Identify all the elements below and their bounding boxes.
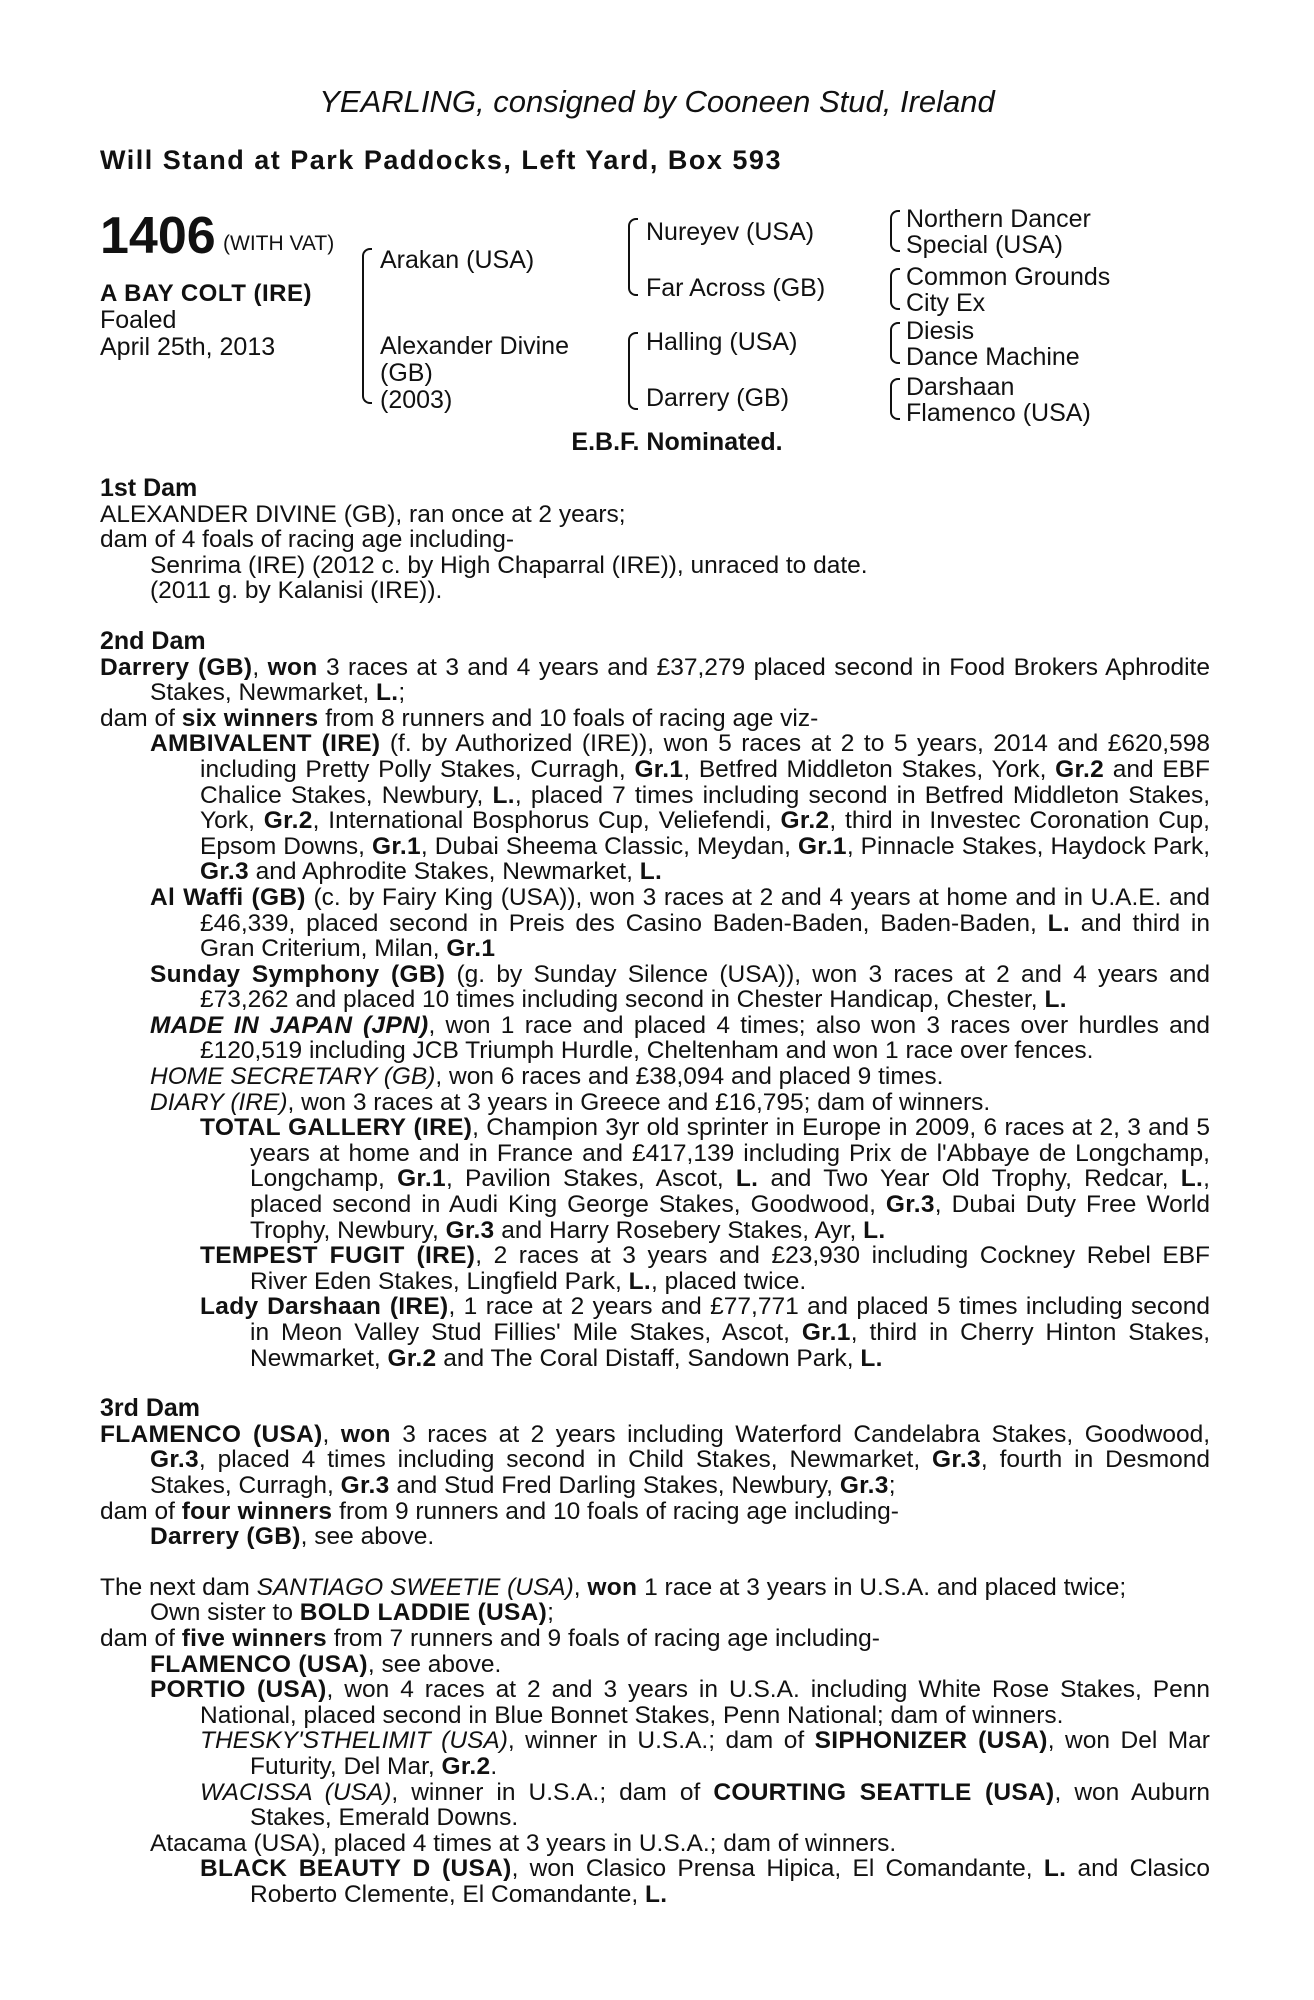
pedigree-gen3-7: Darshaan — [906, 373, 1015, 401]
foaled-date: April 25th, 2013 — [100, 333, 276, 361]
pedigree-brace — [628, 218, 638, 296]
pedigree-gen3-1: Northern Dancer — [906, 205, 1091, 233]
second-dam-produce: dam of six winners from 8 runners and 10 foals of racing age viz- — [100, 704, 819, 732]
progeny-entry: Darrery (GB), see above. — [150, 1523, 435, 1551]
progeny-entry: Sunday Symphony (GB) (g. by Sunday Silence (USA)), won 3 races at 2 and 4 years and £73,262 and placed 10 times including second in Chester Handicap, Chester, L. — [150, 960, 1210, 1014]
first-dam-foal: (2011 g. by Kalanisi (IRE)). — [150, 577, 443, 605]
pedigree-brace — [890, 210, 900, 252]
pedigree-brace — [890, 322, 900, 364]
third-dam-record: FLAMENCO (USA), won 3 races at 2 years including Waterford Candelabra Stakes, Goodwood, Gr.3, placed 4 times including second in Child Stakes, Newmarket, Gr.3, fourth in Desmond Stakes, Curragh, Gr.3 and Stud Fred Darling Stakes, Newbury, Gr.3; — [100, 1420, 1211, 1499]
progeny-entry: TOTAL GALLERY (IRE), Champion 3yr old sprinter in Europe in 2009, 6 races at 2, 3 and 5 years at home and in France and £417,139 including Prix de l'Abbaye de Longchamp, Longchamp, Gr.1, Pavilion Stakes, Ascot, L. and Two Year Old Trophy, Redcar, L., placed second in Audi King George Stakes, Goodwood, Gr.3, Dubai Duty Free World Trophy, Newbury, Gr.3 and Harry Rosebery Stakes, Ayr, L. — [200, 1114, 1210, 1244]
progeny-entry: FLAMENCO (USA), see above. — [150, 1650, 502, 1678]
progeny-entry: Lady Darshaan (IRE), 1 race at 2 years and £77,771 and placed 5 times including second in Meon Valley Stud Fillies' Mile Stakes, Ascot, Gr.1, third in Cherry Hinton Stakes, Newmarket, Gr.2 and The Coral Distaff, Sandown Park, L. — [200, 1293, 1210, 1372]
pedigree-gen3-8: Flamenco (USA) — [906, 399, 1091, 427]
pedigree-gen3-3: Common Grounds — [906, 263, 1111, 291]
progeny-entry: DIARY (IRE), won 3 races at 3 years in Greece and £16,795; dam of winners. — [150, 1088, 991, 1116]
third-dam-produce: dam of four winners from 9 runners and 10 foals of racing age including- — [100, 1497, 899, 1525]
lot-number: 1406 — [100, 207, 216, 265]
progeny-entry: BLACK BEAUTY D (USA), won Clasico Prensa Hipica, El Comandante, L. and Clasico Roberto Clemente, El Comandante, L. — [200, 1855, 1210, 1908]
foaled-label: Foaled — [100, 306, 177, 334]
pedigree-brace — [890, 378, 900, 420]
pedigree-gen3-6: Dance Machine — [906, 343, 1080, 371]
next-dam-record: The next dam SANTIAGO SWEETIE (USA), won 1 race at 3 years in U.S.A. and placed twice; — [100, 1573, 1127, 1601]
pedigree-gen3-5: Diesis — [906, 317, 975, 345]
progeny-entry: AMBIVALENT (IRE) (f. by Authorized (IRE)), won 5 races at 2 to 5 years, 2014 and £620,598 including Pretty Polly Stakes, Curragh, Gr.1, Betfred Middleton Stakes, York, Gr.2 and EBF Chalice Stakes, Newbury, L., placed 7 times including second in Betfred Middleton Stakes, York, Gr.2, International Bosphorus Cup, Veliefendi, Gr.2, third in Investec Coronation Cup, Epsom Downs, Gr.1, Dubai Sheema Classic, Meydan, Gr.1, Pinnacle Stakes, Haydock Park, Gr.3 and Aphrodite Stakes, Newmarket, L. — [150, 730, 1211, 886]
page-title: YEARLING, consigned by Cooneen Stud, Ireland — [319, 84, 995, 119]
pedigree-dam-sire: Halling (USA) — [646, 328, 798, 356]
progeny-entry: PORTIO (USA), won 4 races at 2 and 3 years in U.S.A. including White Rose Stakes, Penn National, placed second in Blue Bonnet Stakes, Penn National; dam of winners. — [150, 1676, 1210, 1729]
pedigree-dam-country: (GB) — [380, 359, 433, 387]
progeny-entry: WACISSA (USA), winner in U.S.A.; dam of COURTING SEATTLE (USA), won Auburn Stakes, Emerald Downs. — [200, 1778, 1210, 1832]
next-dam-sister: Own sister to BOLD LADDIE (USA); — [150, 1599, 554, 1627]
second-dam-record: Darrery (GB), won 3 races at 3 and 4 years and £37,279 placed second in Food Brokers Aphrodite Stakes, Newmarket, L.; — [100, 653, 1210, 707]
vat-note: (WITH VAT) — [223, 232, 335, 255]
first-dam-foal: Senrima (IRE) (2012 c. by High Chaparral (IRE)), unraced to date. — [150, 551, 868, 579]
first-dam-line: dam of 4 foals of racing age including- — [100, 526, 515, 554]
pedigree-brace — [890, 268, 900, 310]
progeny-entry: MADE IN JAPAN (JPN), won 1 race and placed 4 times; also won 3 races over hurdles and £120,519 including JCB Triumph Hurdle, Cheltenham and won 1 race over fences. — [150, 1011, 1210, 1065]
progeny-entry: HOME SECRETARY (GB), won 6 races and £38,094 and placed 9 times. — [150, 1063, 944, 1091]
pedigree-dam-dam: Darrery (GB) — [646, 384, 790, 412]
section-heading: 3rd Dam — [100, 1394, 201, 1423]
pedigree-dam: Alexander Divine — [380, 332, 569, 360]
pedigree-brace — [362, 248, 372, 404]
progeny-entry: Al Waffi (GB) (c. by Fairy King (USA)), won 3 races at 2 and 4 years at home and in U.A.E. and £46,339, placed second in Preis des Casino Baden-Baden, Baden-Baden, L. and third in Gran Criterium, Milan, Gr.1 — [150, 883, 1211, 963]
next-dam-produce: dam of five winners from 7 runners and 9 foals of racing age including- — [100, 1624, 880, 1652]
stand-location: Will Stand at Park Paddocks, Left Yard, Box 593 — [100, 145, 782, 175]
first-dam-line: ALEXANDER DIVINE (GB), ran once at 2 years; — [100, 500, 626, 528]
dam-details — [100, 476, 1210, 1907]
section-heading: 2nd Dam — [100, 626, 206, 655]
pedigree-gen3-4: City Ex — [906, 289, 986, 317]
ebf-nominated: E.B.F. Nominated. — [571, 428, 783, 456]
pedigree-dam-year: (2003) — [380, 386, 453, 414]
pedigree-sire: Arakan (USA) — [380, 246, 535, 274]
pedigree-brace — [628, 332, 638, 410]
progeny-entry: Atacama (USA), placed 4 times at 3 years in U.S.A.; dam of winners. — [150, 1829, 897, 1857]
pedigree-sire-dam: Far Across (GB) — [646, 274, 826, 302]
lot-name: A BAY COLT (IRE) — [100, 280, 313, 307]
progeny-entry: THESKY'STHELIMIT (USA), winner in U.S.A.; dam of SIPHONIZER (USA), won Del Mar Futurity, Del Mar, Gr.2. — [200, 1727, 1210, 1780]
progeny-entry: TEMPEST FUGIT (IRE), 2 races at 3 years and £23,930 including Cockney Rebel EBF River Eden Stakes, Lingfield Park, L., placed twice. — [200, 1242, 1210, 1295]
section-heading: 1st Dam — [100, 474, 198, 502]
pedigree-gen3-2: Special (USA) — [906, 231, 1063, 259]
pedigree-sire-sire: Nureyev (USA) — [646, 218, 815, 246]
